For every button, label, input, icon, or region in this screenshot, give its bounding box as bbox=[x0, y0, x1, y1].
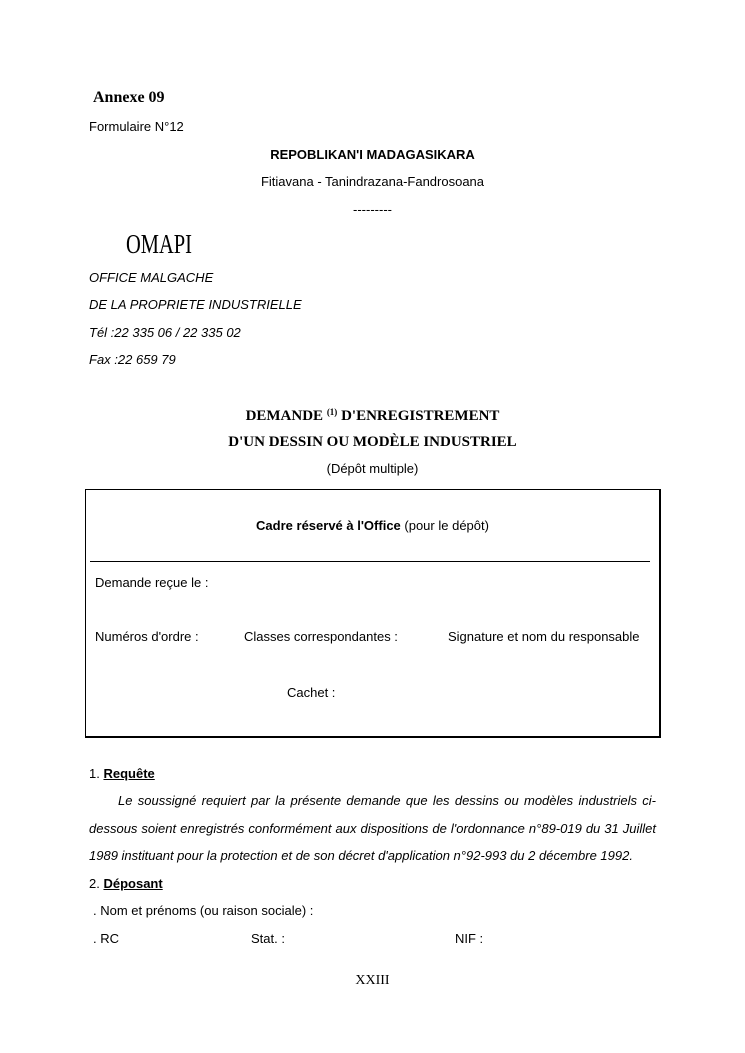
header-separator: --------- bbox=[353, 202, 392, 217]
nif-label: NIF : bbox=[455, 931, 484, 946]
form-title-line2: D'UN DESSIN OU MODÈLE INDUSTRIEL bbox=[228, 434, 517, 450]
omapi-logo bbox=[124, 228, 194, 260]
annex-label: Annexe 09 bbox=[93, 89, 165, 106]
republic-name: REPOBLIKAN'I MADAGASIKARA bbox=[270, 147, 475, 162]
applicant-name-label: . Nom et prénoms (ou raison sociale) : bbox=[93, 903, 314, 918]
section-applicant-number: 2. bbox=[89, 876, 104, 891]
office-name-line2: DE LA PROPRIETE INDUSTRIELLE bbox=[89, 297, 302, 312]
received-date-label: Demande reçue le : bbox=[95, 575, 209, 590]
section-request-title: Requête bbox=[103, 766, 155, 781]
order-numbers-label: Numéros d'ordre : bbox=[95, 629, 199, 644]
stat-label: Stat. : bbox=[251, 931, 285, 946]
form-subtitle: (Dépôt multiple) bbox=[326, 461, 419, 476]
logo-text: OMAPI bbox=[126, 228, 192, 260]
section-request-heading bbox=[89, 766, 155, 781]
form-number: Formulaire N°12 bbox=[89, 119, 184, 134]
office-fax: Fax :22 659 79 bbox=[89, 352, 176, 367]
title-demande: DEMANDE bbox=[245, 408, 324, 424]
page-number: XXIII bbox=[355, 973, 390, 988]
request-text-line2: dessous soient enregistrés conformément aux dispositions de l'ordonnance n°89-019 du 31 Juillet bbox=[89, 821, 656, 836]
classes-label: Classes correspondantes : bbox=[244, 629, 398, 644]
office-tel: Tél :22 335 06 / 22 335 02 bbox=[89, 325, 241, 340]
office-box-title-rest: (pour le dépôt) bbox=[400, 518, 489, 533]
request-text-line3: 1989 instituant pour la protection et de son décret d'application n°92-993 du 2 décembre 1992. bbox=[89, 848, 633, 863]
office-box-title-bold: Cadre réservé à l'Office bbox=[256, 518, 401, 533]
office-name-line1: OFFICE MALGACHE bbox=[89, 270, 214, 285]
section-request-number: 1. bbox=[89, 766, 104, 781]
section-applicant-title: Déposant bbox=[103, 876, 163, 891]
national-motto: Fitiavana - Tanindrazana-Fandrosoana bbox=[260, 174, 485, 189]
form-title-line1 bbox=[0, 407, 745, 425]
office-box-title bbox=[0, 518, 745, 533]
stamp-label: Cachet : bbox=[287, 685, 336, 700]
rc-label: . RC bbox=[93, 931, 119, 946]
title-footnote-ref: (1) bbox=[326, 407, 338, 417]
signature-label: Signature et nom du responsable bbox=[448, 629, 640, 644]
request-text-line1: Le soussigné requiert par la présente demande que les dessins ou modèles industriels ci- bbox=[118, 793, 656, 808]
section-applicant-heading bbox=[89, 876, 163, 891]
title-enregistrement: D'ENREGISTREMENT bbox=[341, 408, 500, 424]
office-box-divider bbox=[90, 561, 650, 562]
